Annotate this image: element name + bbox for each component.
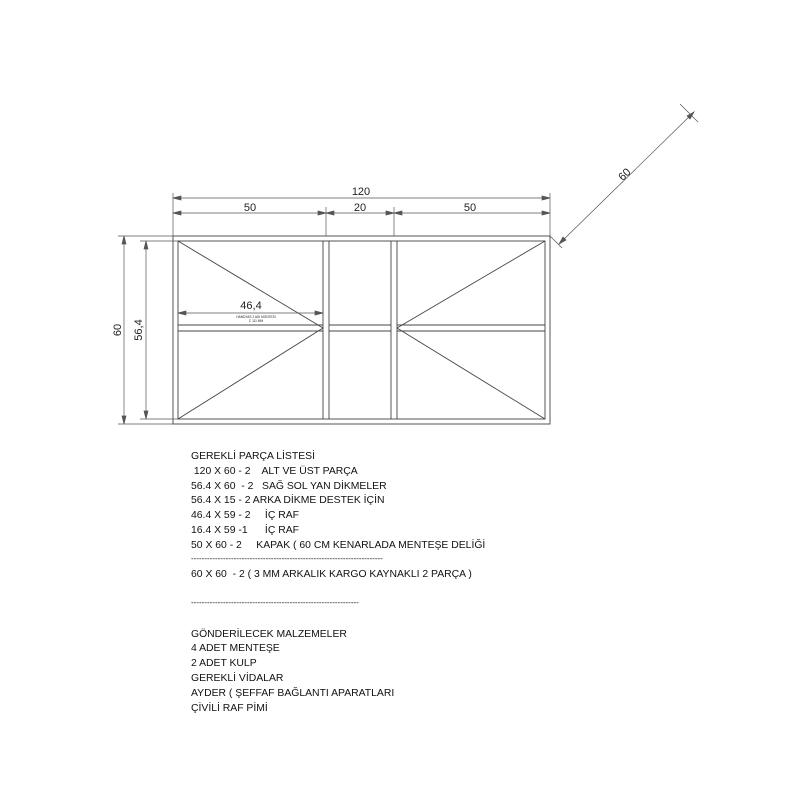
separator-line: ------------------------------------------------------------------------ xyxy=(191,553,383,563)
tiny-note-line2: C 111 MM xyxy=(248,319,264,323)
separator-line-2: --------------------------------------------------------------- xyxy=(191,597,359,607)
parts-list-item: 50 X 60 - 2 KAPAK ( 60 CM KENARLADA MENTEŞE DELİĞİ xyxy=(191,539,486,551)
dim-right-section-label: 50 xyxy=(463,202,477,214)
parts-list-item: 16.4 X 59 -1 İÇ RAF xyxy=(191,524,299,536)
materials-title: GÖNDERİLECEK MALZEMELER xyxy=(191,628,347,640)
parts-list-item: 56.4 X 60 - 2 SAĞ SOL YAN DİKMELER xyxy=(191,480,387,492)
arrow-right xyxy=(542,196,550,200)
materials-item: ÇİVİLİ RAF PİMİ xyxy=(191,702,268,714)
dim-depth-diagonal-label: 60 xyxy=(616,166,634,184)
door-right-diagonal-top xyxy=(397,241,545,328)
tiny-note-line1: HANDYAS 2 ADI MONTESI xyxy=(236,315,276,319)
notes-panel xyxy=(191,450,751,716)
dim-left-section-label: 50 xyxy=(243,202,257,214)
materials-item: 2 ADET KULP xyxy=(191,658,257,670)
parts-list-item: 56.4 X 15 - 2 ARKA DİKME DESTEK İÇİN xyxy=(191,495,385,507)
dimension-lines xyxy=(118,104,698,424)
dim-total-width-label: 120 xyxy=(351,186,371,198)
arrow-left xyxy=(173,196,181,200)
parts-list-title: GEREKLİ PARÇA LİSTESİ xyxy=(191,451,315,462)
parts-list-item: 46.4 X 59 - 2 İÇ RAF xyxy=(191,510,299,522)
dim-shelf-width-label: 46,4 xyxy=(240,300,262,312)
cabinet-outer-outline xyxy=(173,236,550,424)
dim-height-inner-label: 56,4 xyxy=(133,319,145,341)
parts-list-extra-item: 60 X 60 - 2 ( 3 MM ARKALIK KARGO KAYNAKLI 2 PARÇA ) xyxy=(191,569,472,581)
dim-height-outer-label: 60 xyxy=(112,323,124,337)
materials-item: GEREKLİ VİDALAR xyxy=(191,672,284,684)
door-left-diagonal-bottom xyxy=(178,328,323,419)
materials-item: 4 ADET MENTEŞE xyxy=(191,643,280,655)
parts-list-item: 120 X 60 - 2 ALT VE ÜST PARÇA xyxy=(191,465,358,477)
cabinet-inner-outline xyxy=(178,241,545,419)
materials-item: AYDER ( ŞEFFAF BAĞLANTI APARATLARI xyxy=(191,687,395,699)
cabinet-frame xyxy=(173,236,550,424)
dim-middle-section-label: 20 xyxy=(353,202,367,214)
door-right-diagonal-bottom xyxy=(397,328,545,419)
